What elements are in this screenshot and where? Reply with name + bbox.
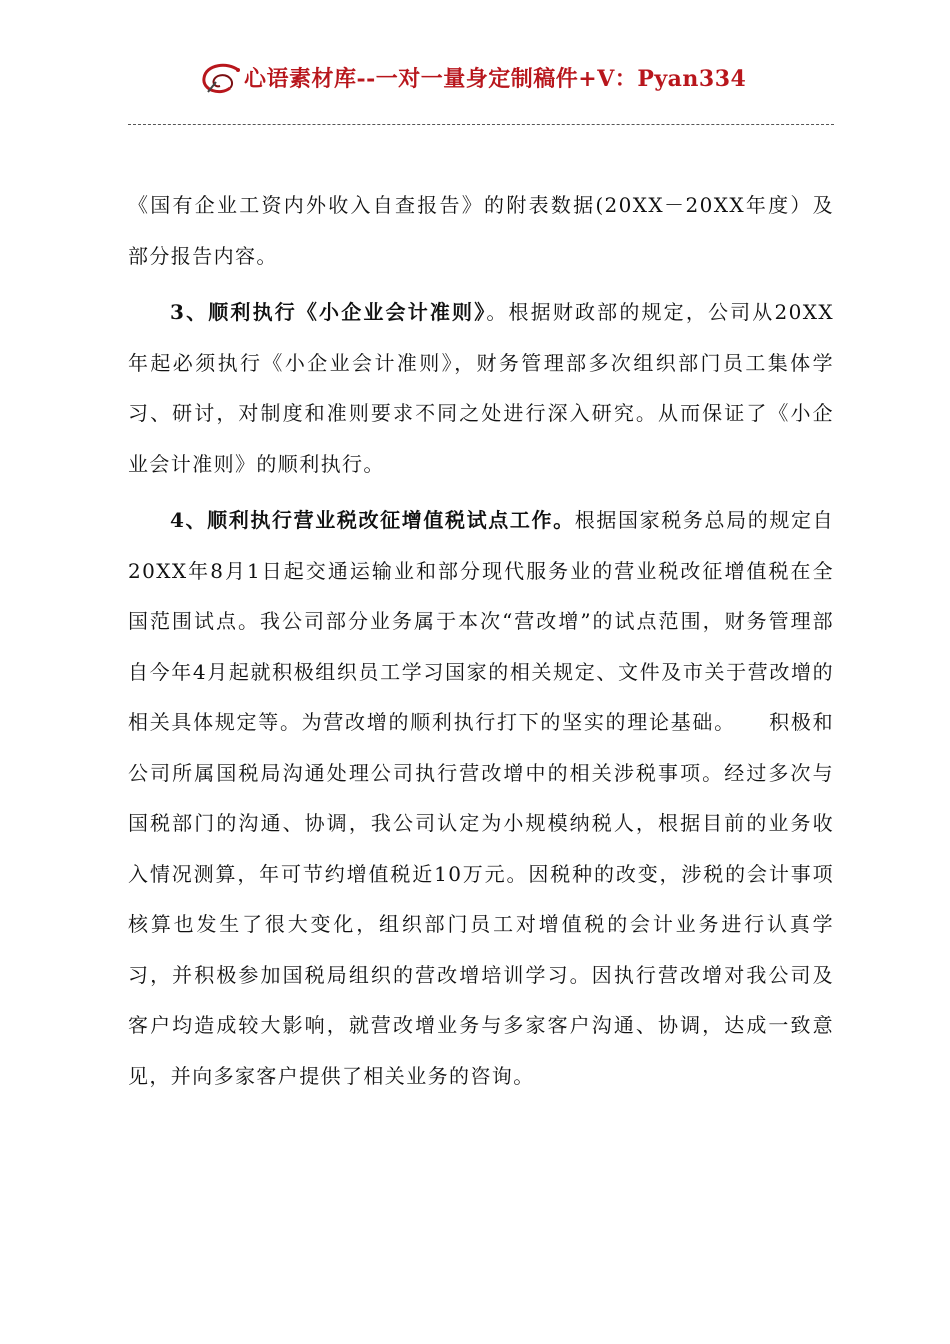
header-contact-id: Pyan334 [637, 66, 747, 92]
header-divider [128, 124, 834, 125]
header-brand: 心语素材库 [244, 66, 357, 92]
paragraph-continuation [128, 180, 834, 281]
paragraph-text: 。根据财政部的规定，公司从20XX年起必须执行《小企业会计准则》，财务管理部多次组织部门员工集体学习、研讨，对制度和准则要求不同之处进行深入研究。从而保证了《小企业会计准则》的顺利执行。 [128, 300, 834, 476]
paragraph-item-3 [128, 287, 834, 489]
header-separator: -- [356, 66, 376, 92]
paragraph-text: 根据国家税务总局的规定自20XX年8月1日起交通运输业和部分现代服务业的营业税改征增值税在全国范围试点。我公司部分业务属于本次“营改增”的试点范围，财务管理部自今年4月起就积极组织员工学习国家的相关规定、文件及市关于营改增的相关具体规定等。为营改增的顺利执行打下的坚实的理论基础。 积极和公司所属国税局沟通处理公司执行营改增中的相关涉税事项。经过多次与国税部门的沟通、协调，我公司认定为小规模纳税人，根据目前的业务收入情况测算，年可节约增值税近10万元。因税种的改变，涉税的会计事项核算也发生了很大变化，组织部门员工对增值税的会计业务进行认真学习，并积极参加国税局组织的营改增培训学习。因执行营改增对我公司及客户均造成较大影响，就营改增业务与多家客户沟通、协调，达成一致意见，并向多家客户提供了相关业务的咨询。 [128, 508, 834, 1088]
document-body [128, 180, 834, 1107]
swirl-logo-icon [198, 62, 244, 98]
paragraph-heading: 3、顺利执行《小企业会计准则》 [170, 300, 487, 324]
header-contact-prefix: +V： [578, 66, 638, 92]
page-header [0, 58, 950, 102]
paragraph-text: 《国有企业工资内外收入自查报告》的附表数据(20XX－20XX年度）及部分报告内容。 [128, 193, 834, 268]
paragraph-item-4 [128, 495, 834, 1101]
header-slogan: 一对一量身定制稿件 [375, 66, 579, 92]
header-banner-text [244, 62, 746, 93]
paragraph-heading: 4、顺利执行营业税改征增值税试点工作。 [170, 508, 575, 532]
